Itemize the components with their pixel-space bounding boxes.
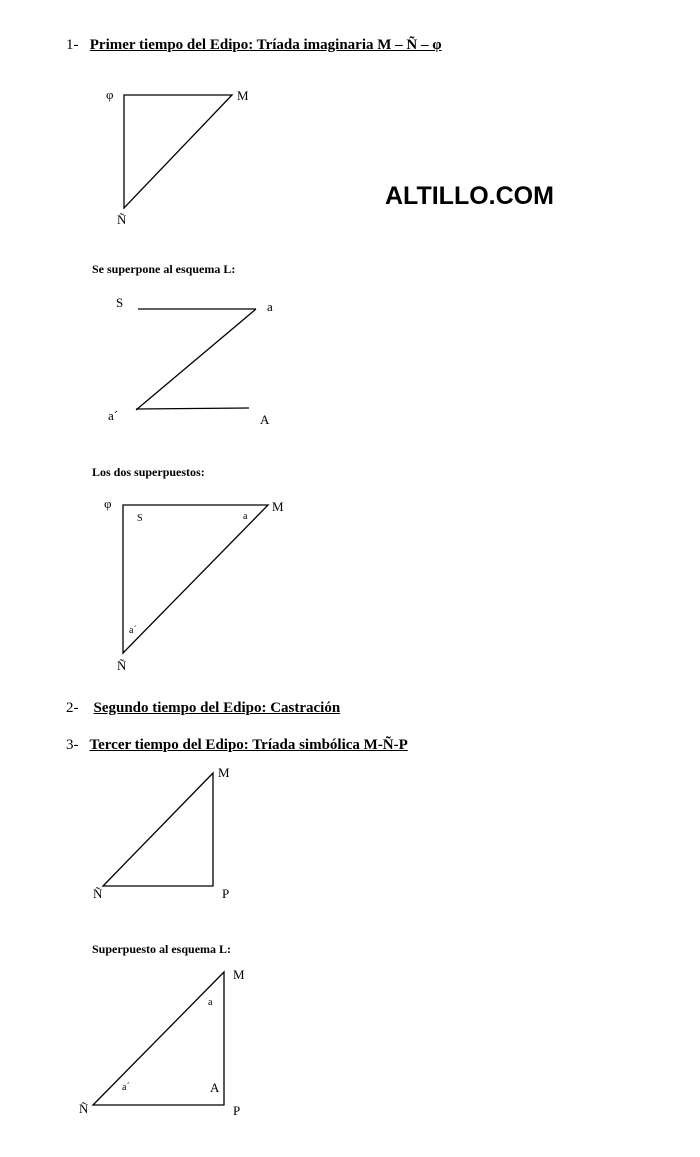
- overlay3-label-a-prime: a´: [122, 1082, 130, 1093]
- overlay3-label-p: P: [233, 1103, 241, 1118]
- overlay3-label-m: M: [233, 967, 245, 982]
- section-1-heading: [66, 37, 442, 54]
- section-3-heading: [66, 737, 408, 754]
- overlay-label-a: a: [243, 511, 248, 522]
- schema-label-a: a: [267, 299, 273, 314]
- triangle1-label-phi: φ: [106, 87, 114, 102]
- section-3-title: Tercer tiempo del Edipo: Tríada simbólica M-Ñ-P: [89, 737, 408, 753]
- imaginary-triad-triangle: [124, 95, 232, 208]
- overlay-label-m: M: [272, 499, 284, 514]
- schema-l-bottom-line: [136, 408, 249, 409]
- overlay-triangle: [123, 505, 268, 653]
- sub-heading-superpuestos: Los dos superpuestos:: [92, 465, 205, 479]
- section-2-heading: [66, 700, 340, 717]
- overlay-label-s: S: [137, 513, 143, 524]
- section-1-number: 1-: [66, 37, 79, 53]
- triangle1-label-n: Ñ: [117, 212, 127, 227]
- sub-heading-superpuesto: Superpuesto al esquema L:: [92, 942, 232, 956]
- schema-l-diagonal-line: [136, 309, 256, 410]
- section-2-number: 2-: [66, 700, 79, 716]
- triangle3-label-p: P: [222, 886, 230, 901]
- sub-heading-superpone: Se superpone al esquema L:: [92, 262, 236, 276]
- schema-label-a-prime: a´: [108, 408, 119, 423]
- section-3-number: 3-: [66, 737, 79, 753]
- triangle1-label-m: M: [237, 88, 249, 103]
- section-2-title: Segundo tiempo del Edipo: Castración: [93, 700, 341, 716]
- section-1-title: Primer tiempo del Edipo: Tríada imaginaria M – Ñ – φ: [89, 37, 442, 53]
- altillo-watermark: ALTILLO.COM: [385, 182, 554, 210]
- overlay3-label-big-a: A: [210, 1080, 220, 1095]
- overlay-label-a-prime: a´: [129, 625, 137, 636]
- triangle3-label-m: M: [218, 765, 230, 780]
- overlay3-label-a: a: [208, 997, 213, 1008]
- symbolic-triad-triangle: [103, 773, 213, 886]
- overlay-label-phi: φ: [104, 496, 112, 511]
- symbolic-overlay-triangle: [93, 972, 224, 1105]
- schema-label-s: S: [116, 295, 124, 310]
- overlay-label-n: Ñ: [117, 658, 127, 673]
- schema-label-big-a: A: [260, 412, 270, 427]
- triangle3-label-n: Ñ: [93, 886, 103, 901]
- overlay3-label-n: Ñ: [79, 1101, 89, 1116]
